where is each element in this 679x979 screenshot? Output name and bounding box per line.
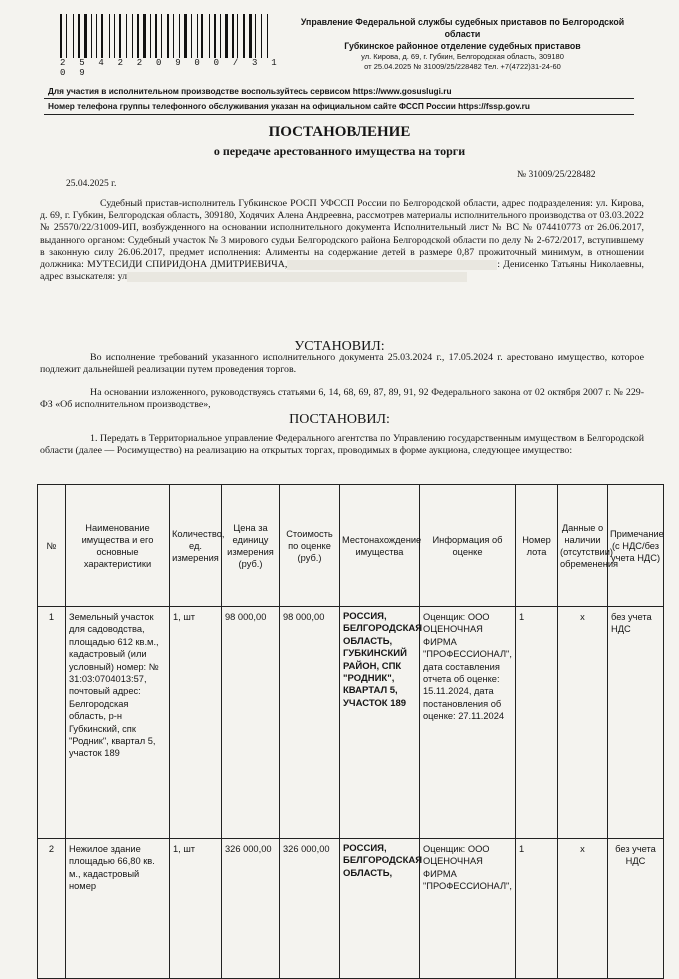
barcode-bar [137,14,139,58]
resolution-paragraph: 1. Передать в Территориальное управление Федерального агентства по Управлению государственным имуществом в Белгородской области (далее — Росимущество) на реализацию на открытых торгах, проводимых в форме аукциона, следующее имущество: [40,433,644,457]
barcode-bar [135,14,136,58]
barcode-bar [117,14,118,58]
barcode-bar [68,14,71,58]
document-title: ПОСТАНОВЛЕНИЕ [268,124,411,140]
barcode-bar [217,14,219,58]
cell-cost: 98 000,00 [280,607,340,839]
cell-note: без учета НДС [608,839,664,979]
barcode-bar [235,14,236,58]
barcode-bar [175,14,177,58]
barcode-bar [258,14,260,58]
cell-location: РОССИЯ, БЕЛГОРОДСКАЯ ОБЛАСТЬ, [340,839,420,979]
agency-name-line2: области [444,29,481,39]
barcode-bar [143,14,146,58]
barcode-bar [191,14,192,58]
section-heading-established: УСТАНОВИЛ: [294,339,385,354]
cell-encumbrance: х [558,607,608,839]
barcode-bar [119,14,121,58]
cell-valuation-info: Оценщик: ООО ОЦЕНОЧНАЯ ФИРМА "ПРОФЕССИОНАЛ", дата составления отчета об оценке: 15.11.2024, дата постановления об оценке: 27.11.2024 [420,607,516,839]
table-header-row [38,485,664,607]
header-cell: Информация об оценке [420,485,516,607]
barcode-bar [171,14,172,58]
barcode-bar [263,14,265,58]
header-cell: Стоимость по оценке (руб.) [280,485,340,607]
header-cell: Наименование имущества и его основные характеристики [66,485,170,607]
cell-valuation-info: Оценщик: ООО ОЦЕНОЧНАЯ ФИРМА "ПРОФЕССИОНАЛ", [420,839,516,979]
barcode-bar [167,14,169,58]
barcode-bar [214,14,216,58]
barcode-bar [163,14,166,58]
barcode-bar [132,14,133,58]
phone-line: Номер телефона группы телефонного обслуживания указан на официальном сайте ФССП России https://fssp.gov.ru [48,101,530,111]
redacted-area [127,272,467,282]
table-row [38,839,664,979]
barcode-bar [211,14,212,58]
cell-note: без учета НДС [608,607,664,839]
barcode-bar [109,14,110,58]
cell-cost: 326 000,00 [280,839,340,979]
barcode [60,14,285,58]
header-cell: Цена за единицу измерения (руб.) [222,485,280,607]
cell-lot: 1 [516,607,558,839]
header-cell: Местонахождение имущества [340,485,420,607]
barcode-bar [99,14,100,58]
barcode-bar [104,14,107,58]
barcode-bar [255,14,256,58]
header-cell: Номер лота [516,485,558,607]
header-cell: Данные о наличии (отсутствии) обременения [558,485,608,607]
legal-basis-paragraph: На основании изложенного, руководствуясь статьями 6, 14, 68, 69, 87, 89, 91, 92 Федерального закона от 02 октября 2007 г. № 229-ФЗ «Об исполнительном производстве», [40,387,644,411]
barcode-bar [253,14,254,58]
barcode-bar [209,14,210,58]
table-row [38,607,664,839]
divider [44,114,634,115]
barcode-bar [173,14,174,58]
department-name: Губкинское районное отделение судебных приставов [344,41,581,51]
barcode-bar [73,14,74,58]
barcode-bar [93,14,95,58]
cell-quantity: 1, шт [170,607,222,839]
cell-name: Нежилое здание площадью 66,80 кв. м., кадастровый номер [66,839,170,979]
document-number: № 31009/25/228482 [517,170,596,180]
barcode-bar [243,14,245,58]
barcode-bar [161,14,162,58]
barcode-bar [269,14,272,58]
cell-price: 98 000,00 [222,607,280,839]
gosuslugi-line: Для участия в исполнительном производстве воспользуйтесь сервисом https://www.gosuslugi.ru [48,86,452,96]
property-table [37,484,664,979]
divider [44,98,634,99]
barcode-bar [82,14,83,58]
barcode-bar [140,14,141,58]
barcode-bar [122,14,124,58]
barcode-bar [267,14,268,58]
barcode-bar [201,14,203,58]
barcode-bar [232,14,234,58]
header-cell: № [38,485,66,607]
cell-name: Земельный участок для садоводства, площадью 612 кв.м., кадастровый (или условный) номер: № 31:03:0704013:57, почтовый адрес: Белгородская область, р-н Губкинский, спк "Родник", квартал 5, участок 189 [66,607,170,839]
barcode-bar [189,14,190,58]
department-address: ул. Кирова, д. 69, г. Губкин, Белгородская область, 309180 [361,52,564,61]
header-cell: Примечание (с НДС/без учета НДС) [608,485,664,607]
barcode-bar [179,14,180,58]
barcode-bar [237,14,238,58]
barcode-bar [261,14,262,58]
barcode-bar [111,14,113,58]
barcode-bar [128,14,131,58]
redacted-area [287,260,497,270]
barcode-bar [147,14,149,58]
section-heading-resolved: ПОСТАНОВИЛ: [289,412,390,427]
cell-location: РОССИЯ, БЕЛГОРОДСКАЯ ОБЛАСТЬ, ГУБКИНСКИЙ РАЙОН, СПК "РОДНИК", КВАРТАЛ 5, УЧАСТОК 189 [340,607,420,839]
barcode-bar [60,14,62,58]
barcode-bar [229,14,230,58]
barcode-bar [153,14,154,58]
barcode-bar [246,14,247,58]
barcode-bar [84,14,87,58]
header-cell: Количество, ед. измерения [170,485,222,607]
barcode-bar [199,14,200,58]
cell-quantity: 1, шт [170,839,222,979]
intro-paragraph [40,198,644,283]
barcode-bar [126,14,127,58]
barcode-bar [158,14,159,58]
cell-number: 1 [38,607,66,839]
intro-text: Судебный пристав-исполнитель Губкинское РОСП УФССП России по Белгородской области, адрес подразделения: ул. Кирова, д. 69, г. Губкин, Белгородская область, 309180, Ходячих Алена Андреевна, рассмотрев материалы исполнительного производства от 03.03.2022 № 25570/22/31009-ИП, возбужденного на основании исполнительного документа Исполнительный лист № ВС № 074410773 от 26.06.2017, выданного органом: Судебный участок № 3 мирового судьи Белгородского района Белгородской области по делу № 2-672/2017, вступившему в законную силу 26.06.2017, предмет исполнения: Алименты на содержание детей в размере 0,87 прожиточный минимум, в отношении должника: МУТЕСИДИ СПИРИДОНА ДМИТРИЕВИЧА, [40,198,644,271]
barcode-bar [193,14,195,58]
document-reference: от 25.04.2025 № 31009/25/228482 Тел. +7(4722)31-24-60 [364,61,561,71]
barcode-bar [223,14,224,58]
agency-name-line1: Управление Федеральной службы судебных приставов по Белгородской [300,17,625,27]
barcode-bar [155,14,157,58]
barcode-number: 2 5 4 2 2 0 9 0 0 / 3 1 0 9 [60,58,281,78]
barcode-bar [181,14,183,58]
gosuslugi-notice [48,84,628,114]
barcode-bar [64,14,65,58]
barcode-bar [240,14,242,58]
barcode-bar [96,14,97,58]
cell-price: 326 000,00 [222,839,280,979]
barcode-bar [101,14,103,58]
barcode-bar [184,14,187,58]
barcode-bar [197,14,198,58]
cell-number: 2 [38,839,66,979]
barcode-bar [75,14,77,58]
barcode-bar [66,14,67,58]
barcode-bar [249,14,252,58]
barcode-bar [78,14,80,58]
document-date: 25.04.2025 г. [66,179,117,189]
barcode-bar [220,14,221,58]
barcode-bar [205,14,208,58]
barcode-bar [114,14,115,58]
intro-tail: : Денисенко Татьяны Николаевны, адрес взыскателя: ул [40,259,644,283]
cell-lot: 1 [516,839,558,979]
document-subtitle: о передаче арестованного имущества на торги [213,144,466,158]
agency-header [300,16,625,71]
cell-encumbrance: х [558,839,608,979]
barcode-bar [150,14,151,58]
barcode-bar [91,14,92,58]
barcode-bar [88,14,89,58]
established-paragraph: Во исполнение требований указанного исполнительного документа 25.03.2024 г., 17.05.2024 г. арестовано имущество, которое подлежит дальнейшей реализации путем проведения торгов. [40,352,644,376]
barcode-bar [225,14,228,58]
